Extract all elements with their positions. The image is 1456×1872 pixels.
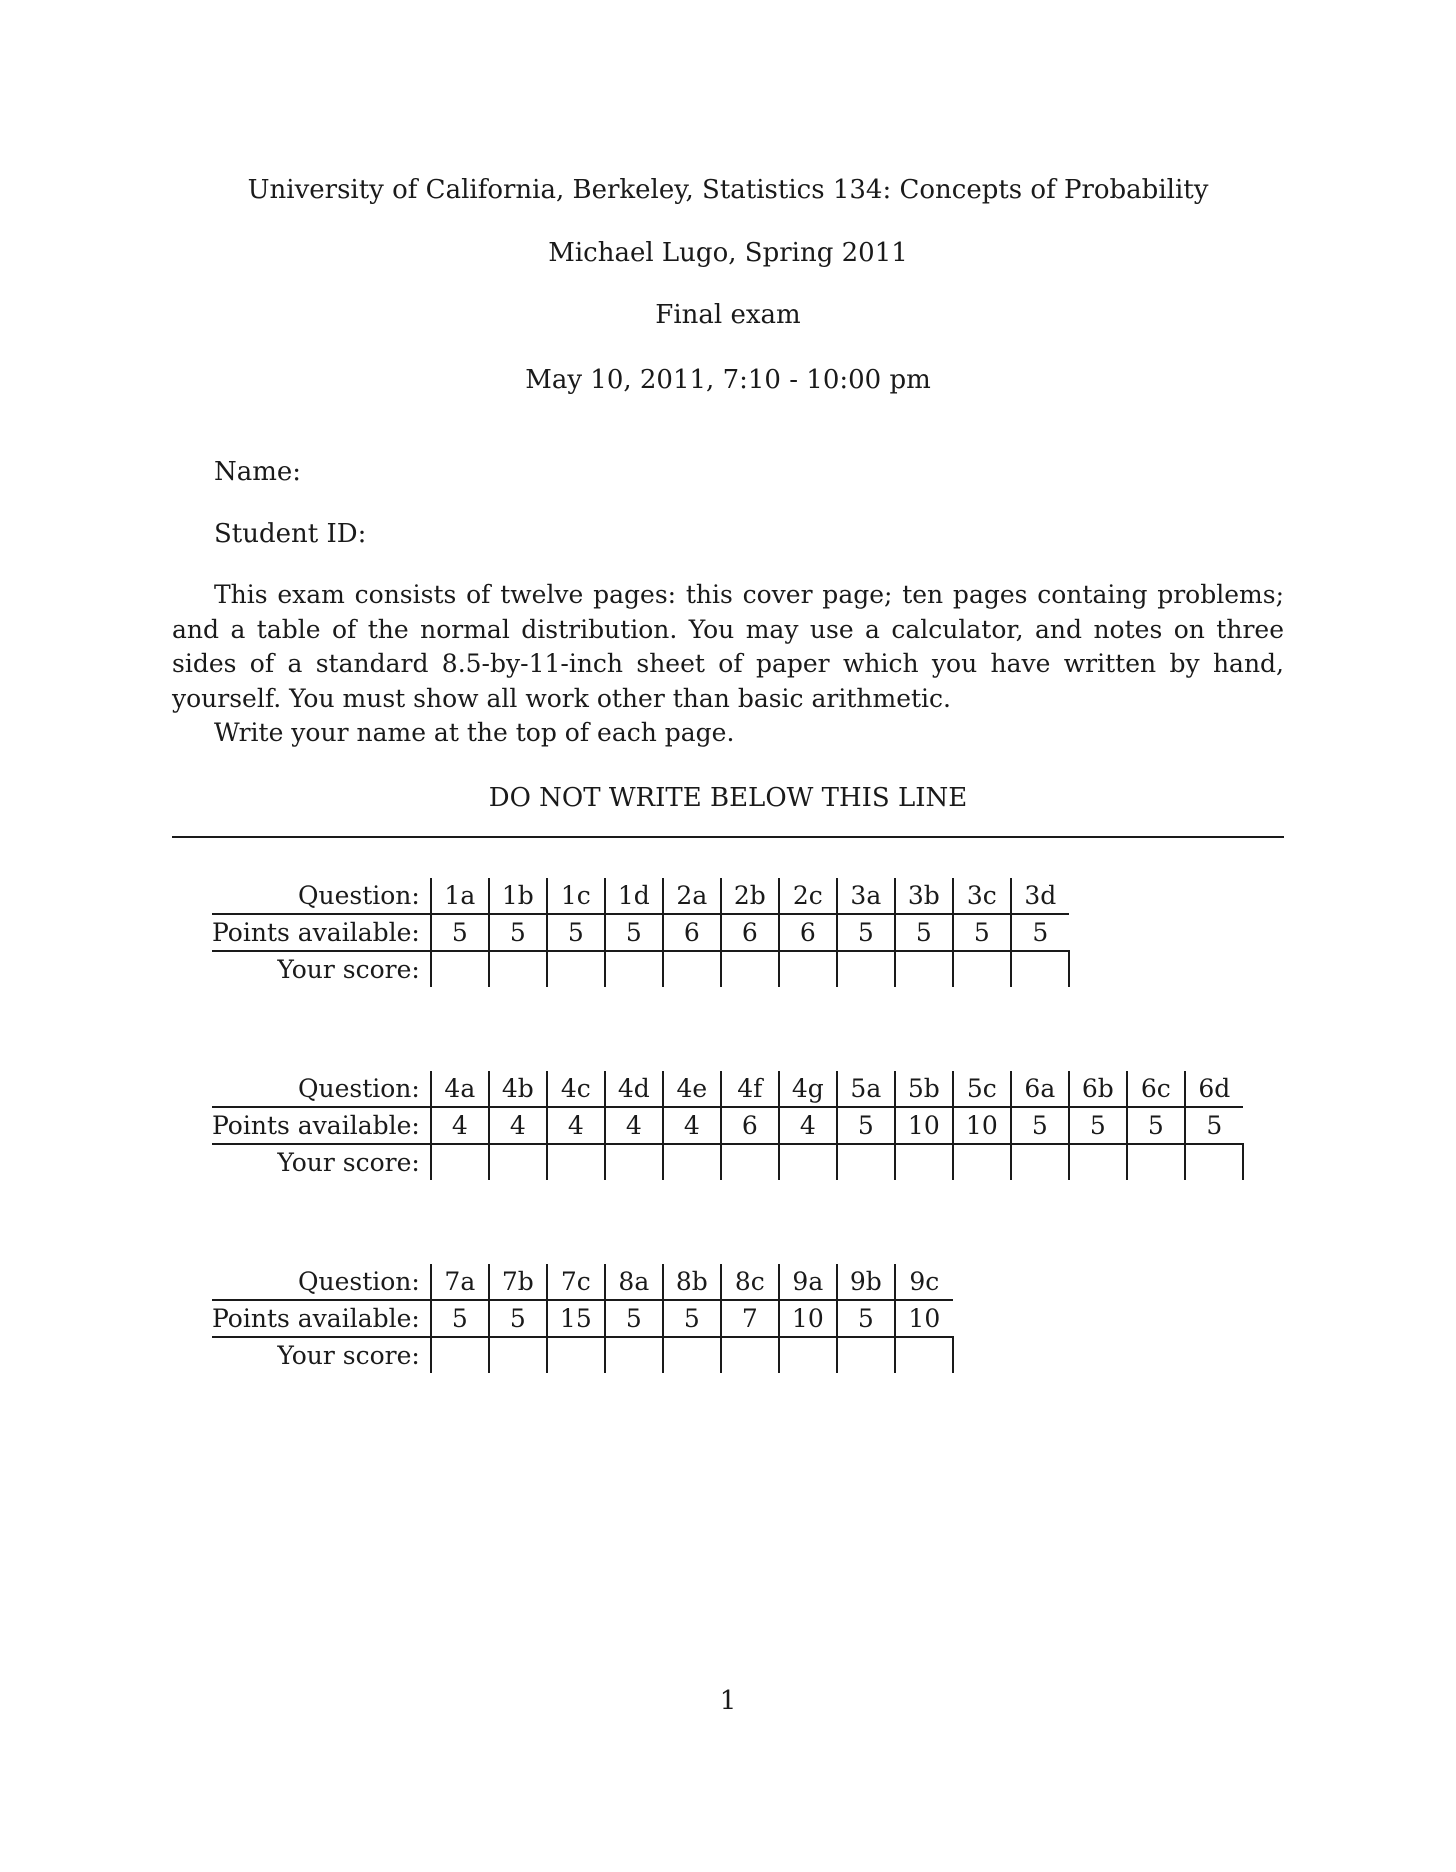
points-cell: 10	[953, 1107, 1011, 1144]
score-cell[interactable]	[489, 1144, 547, 1180]
question-cell: 6c	[1127, 1071, 1185, 1107]
score-table-3	[212, 1264, 954, 1373]
score-cell[interactable]	[1069, 1144, 1127, 1180]
score-row-label: Your score:	[212, 1144, 431, 1180]
question-cell: 9c	[909, 1267, 940, 1296]
points-cell: 5	[663, 1300, 721, 1337]
score-row-label: Your score:	[212, 951, 431, 987]
question-cell: 3d	[1024, 881, 1057, 910]
score-cell[interactable]	[953, 1144, 1011, 1180]
points-row-label: Points available:	[212, 914, 431, 951]
question-cell: 3b	[895, 878, 953, 914]
score-row	[212, 1144, 1243, 1180]
question-cell: 4g	[779, 1071, 837, 1107]
points-cell: 5	[605, 1300, 663, 1337]
points-cell: 5	[547, 914, 605, 951]
question-cell: 4a	[431, 1071, 489, 1107]
points-cell: 5	[605, 914, 663, 951]
question-cell: 3c	[953, 878, 1011, 914]
score-cell[interactable]	[779, 1144, 837, 1180]
points-cell: 5	[431, 914, 489, 951]
score-cell[interactable]	[605, 1144, 663, 1180]
points-cell: 5	[837, 914, 895, 951]
question-cell: 6d	[1198, 1074, 1231, 1103]
points-cell: 5	[1185, 1107, 1243, 1144]
points-row-label: Points available:	[212, 1300, 431, 1337]
question-row	[212, 1071, 1243, 1107]
score-cell[interactable]	[721, 1337, 779, 1373]
score-cell[interactable]	[663, 1144, 721, 1180]
points-cell: 6	[779, 914, 837, 951]
question-cell: 4e	[663, 1071, 721, 1107]
points-cell: 5	[1011, 1107, 1069, 1144]
score-cell[interactable]	[547, 1337, 605, 1373]
score-cell[interactable]	[837, 1337, 895, 1373]
points-cell: 5	[1127, 1107, 1185, 1144]
points-cell: 4	[547, 1107, 605, 1144]
page-number: 1	[719, 1686, 737, 1716]
score-cell[interactable]	[779, 951, 837, 987]
score-cell[interactable]	[663, 951, 721, 987]
question-cell: 5b	[895, 1071, 953, 1107]
points-row	[212, 1300, 953, 1337]
question-cell: 1d	[605, 878, 663, 914]
question-cell: 1a	[431, 878, 489, 914]
score-cell[interactable]	[895, 1144, 953, 1180]
header-exam-title: Final exam	[655, 300, 801, 330]
points-cell: 6	[721, 914, 779, 951]
points-cell: 5	[837, 1107, 895, 1144]
score-cell[interactable]	[547, 1144, 605, 1180]
score-cell[interactable]	[953, 951, 1011, 987]
question-row	[212, 1264, 953, 1300]
question-cell: 9a	[779, 1264, 837, 1300]
question-cell: 5c	[953, 1071, 1011, 1107]
question-row-label: Question:	[297, 1267, 420, 1296]
question-cell: 6a	[1011, 1071, 1069, 1107]
question-cell: 2c	[779, 878, 837, 914]
do-not-write-notice: DO NOT WRITE BELOW THIS LINE	[488, 783, 968, 813]
question-cell: 6b	[1069, 1071, 1127, 1107]
question-cell: 2a	[663, 878, 721, 914]
score-table-2	[212, 1071, 1244, 1180]
question-cell: 7a	[431, 1264, 489, 1300]
score-row	[212, 1337, 953, 1373]
score-cell[interactable]	[837, 1144, 895, 1180]
instructions-paragraph-1: This exam consists of twelve pages: this cover page; ten pages containg problems; and a table of the normal distribution. You may use a calculator, and notes on three sides of a standard 8.5-by-11-inch sheet of paper which you have written by hand, yourself. You must show all work other than basic arithmetic.	[172, 580, 1284, 713]
points-cell: 15	[547, 1300, 605, 1337]
score-cell[interactable]	[489, 1337, 547, 1373]
score-cell[interactable]	[895, 1337, 953, 1373]
question-cell: 7b	[489, 1264, 547, 1300]
score-cell[interactable]	[1127, 1144, 1185, 1180]
score-cell[interactable]	[605, 951, 663, 987]
score-table-1	[212, 878, 1070, 987]
question-cell: 4d	[605, 1071, 663, 1107]
header-course: University of California, Berkeley, Statistics 134: Concepts of Probability	[247, 175, 1209, 205]
score-cell[interactable]	[489, 951, 547, 987]
question-cell: 8b	[663, 1264, 721, 1300]
points-cell: 5	[489, 1300, 547, 1337]
question-cell: 3a	[837, 878, 895, 914]
score-row-label: Your score:	[212, 1337, 431, 1373]
points-cell: 5	[895, 914, 953, 951]
student-id-label: Student ID:	[214, 519, 367, 549]
points-cell: 5	[837, 1300, 895, 1337]
points-cell: 4	[663, 1107, 721, 1144]
instructions-paragraph-2: Write your name at the top of each page.	[214, 718, 735, 747]
instructions	[172, 578, 1284, 751]
points-cell: 4	[605, 1107, 663, 1144]
question-cell: 1c	[547, 878, 605, 914]
score-cell[interactable]	[779, 1337, 837, 1373]
score-row	[212, 951, 1069, 987]
points-cell: 7	[721, 1300, 779, 1337]
question-cell: 9b	[837, 1264, 895, 1300]
points-cell: 5	[1069, 1107, 1127, 1144]
score-cell[interactable]	[721, 951, 779, 987]
points-cell: 4	[431, 1107, 489, 1144]
score-cell[interactable]	[837, 951, 895, 987]
divider-line	[172, 836, 1284, 838]
question-cell: 8c	[721, 1264, 779, 1300]
question-cell: 1b	[489, 878, 547, 914]
points-cell: 10	[779, 1300, 837, 1337]
points-cell: 6	[721, 1107, 779, 1144]
score-cell[interactable]	[1185, 1144, 1243, 1180]
question-cell: 2b	[721, 878, 779, 914]
score-cell[interactable]	[431, 1144, 489, 1180]
points-cell: 5	[431, 1300, 489, 1337]
score-cell[interactable]	[895, 951, 953, 987]
score-cell[interactable]	[431, 951, 489, 987]
score-cell[interactable]	[721, 1144, 779, 1180]
question-row	[212, 878, 1069, 914]
question-cell: 4b	[489, 1071, 547, 1107]
points-row	[212, 1107, 1243, 1144]
question-cell: 4c	[547, 1071, 605, 1107]
points-row	[212, 914, 1069, 951]
points-cell: 10	[895, 1300, 953, 1337]
question-cell: 8a	[605, 1264, 663, 1300]
points-cell: 6	[663, 914, 721, 951]
question-cell: 4f	[721, 1071, 779, 1107]
points-cell: 4	[489, 1107, 547, 1144]
question-cell: 5a	[837, 1071, 895, 1107]
points-cell: 5	[489, 914, 547, 951]
score-cell[interactable]	[1011, 1144, 1069, 1180]
score-cell[interactable]	[547, 951, 605, 987]
question-row-label: Question:	[297, 1074, 420, 1103]
score-cell[interactable]	[431, 1337, 489, 1373]
score-cell[interactable]	[663, 1337, 721, 1373]
points-cell: 4	[779, 1107, 837, 1144]
score-cell[interactable]	[1011, 951, 1069, 987]
score-cell[interactable]	[605, 1337, 663, 1373]
question-row-label: Question:	[297, 881, 420, 910]
name-label: Name:	[214, 457, 302, 487]
header-datetime: May 10, 2011, 7:10 - 10:00 pm	[525, 365, 931, 395]
header-instructor: Michael Lugo, Spring 2011	[548, 238, 908, 268]
points-cell: 5	[953, 914, 1011, 951]
points-cell: 5	[1011, 914, 1069, 951]
points-row-label: Points available:	[212, 1107, 431, 1144]
question-cell: 7c	[547, 1264, 605, 1300]
points-cell: 10	[895, 1107, 953, 1144]
